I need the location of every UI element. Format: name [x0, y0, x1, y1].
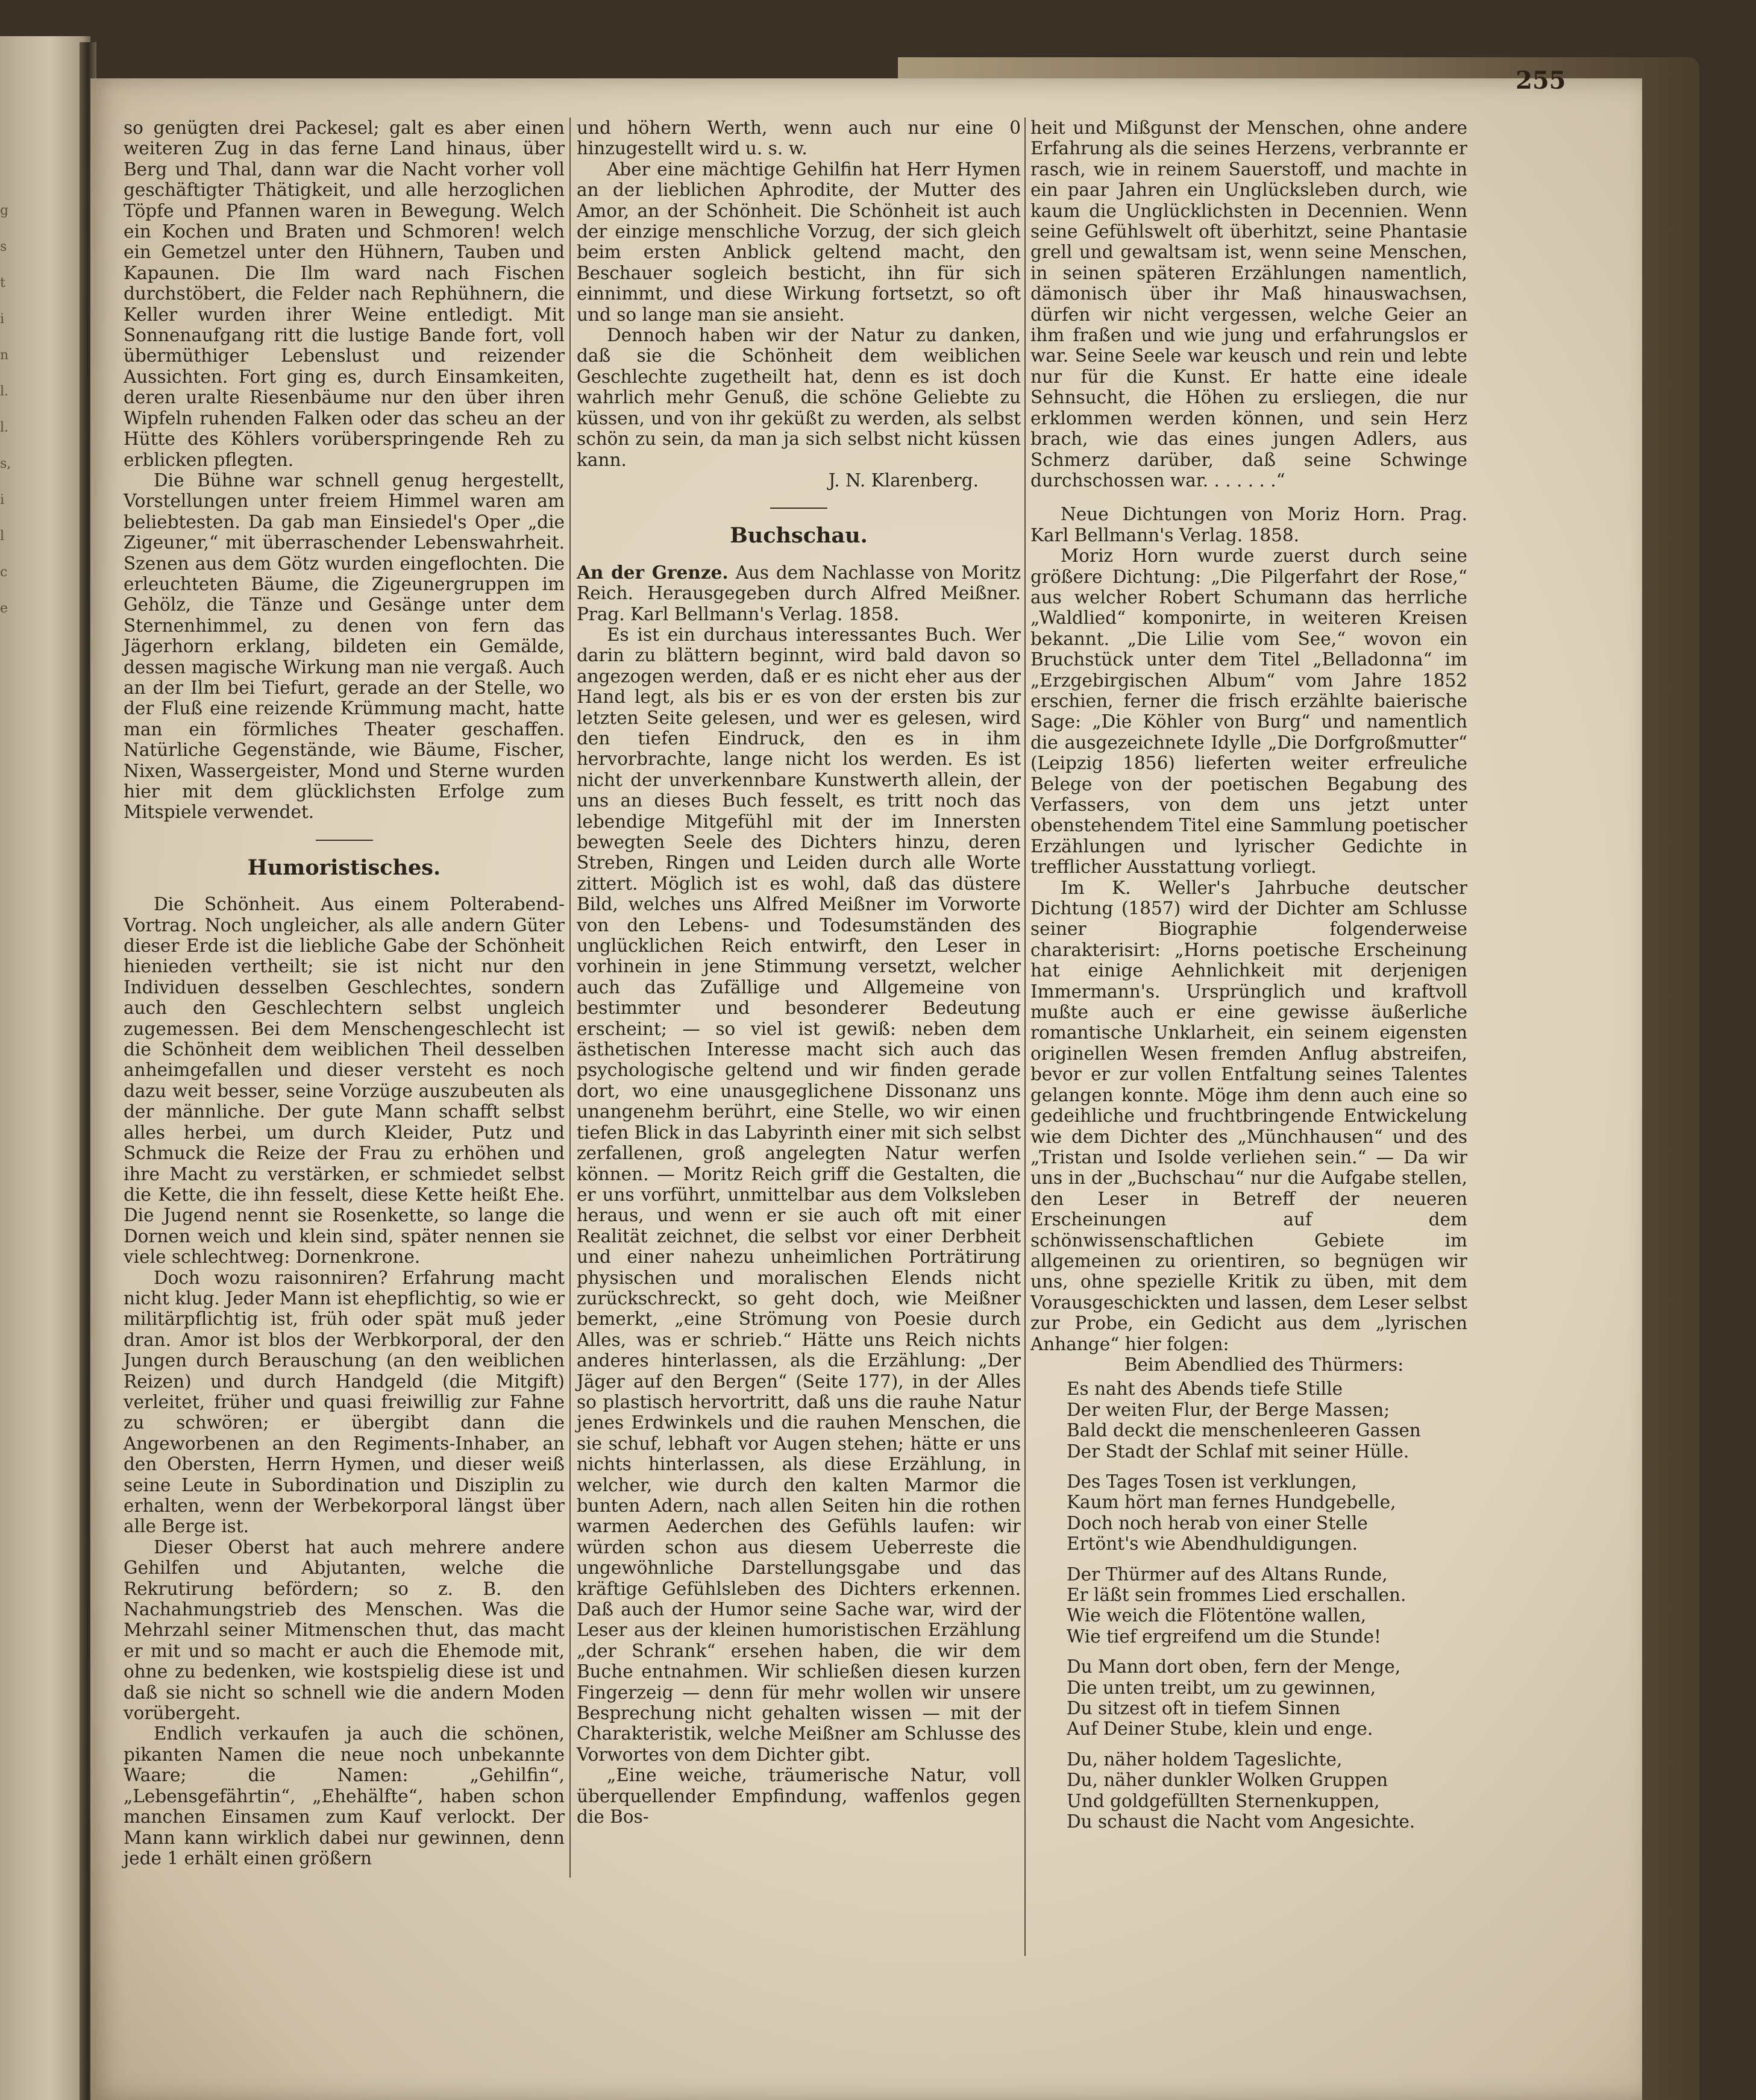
book-citation: [577, 562, 1021, 624]
book-details: Aus dem Nachlasse von Moritz Reich. Herausgegeben durch Alfred Meißner. Prag. Karl Bellmann's Verlag. 1858.: [577, 562, 1021, 624]
poem-line: Du, näher dunkler Wolken Gruppen: [1067, 1770, 1388, 1791]
paragraph: Dennoch haben wir der Natur zu danken, daß sie die Schönheit dem weiblichen Geschlechte zugetheilt hat, denn es ist doch wahrlich mehr Genuß, die schöne Geliebte zu küssen, und von ihr geküßt zu werden, als selbst schön zu sein, da man ja sich selbst nicht küssen kann.: [577, 325, 1021, 470]
paragraph: „Eine weiche, träumerische Natur, voll überquellender Empfindung, waffenlos gegen die Bos-: [577, 1765, 1021, 1828]
paragraph: Endlich verkaufen ja auch die schönen, pikanten Namen die neue noch unbekannte Waare; die Namen: „Gehilfin“, „Lebensgefährtin“, „Ehehälfte“, haben schon manchen Einsamen zum Kauf verlockt. Der Mann kann wirklich dabei nur gewinnen, denn jede 1 erhält einen größern: [124, 1723, 565, 1869]
paragraph: Doch wozu raisonniren? Erfahrung macht nicht klug. Jeder Mann ist ehepflichtig, so wie er militärpflichtig ist, früh oder spät muß jeder dran. Amor ist blos der Werbkorporal, der den Jungen durch Berauschung (an den weiblichen Reizen) und durch Handgeld (die Mitgift) verleitet, früher und quasi freiwillig zur Fahne zu schwören; er übergibt dann die Angeworbenen an den Regiments-Inhaber, an den Obersten, Herrn Hymen, und dieser weiß seine Leute in Subordination und Disziplin zu erhalten, wenn der Werbekorporal längst über alle Berge ist.: [124, 1267, 565, 1537]
paragraph: Moriz Horn wurde zuerst durch seine größere Dichtung: „Die Pilgerfahrt der Rose,“ aus welcher Robert Schumann das herrliche „Waldlied“ komponirte, in weiteren Kreisen bekannt. „Die Lilie vom See,“ wovon ein Bruchstück unter dem Titel „Belladonna“ im „Erzgebirgischen Album“ vom Jahre 1852 erschien, ferner die frisch erzählte baierische Sage: „Die Köhler von Burg“ und namentlich die ausgezeichnete Idylle „Die Dorfgroßmutter“ (Leipzig 1856) lieferten weiter erfreuliche Belege von der poetischen Begabung des Verfassers, von dem uns jetzt unter obenstehendem Titel eine Sammlung poetischer Erzählungen und lyrischer Gedichte in trefflicher Ausstattung vorliegt.: [1030, 545, 1467, 878]
poem-line: Es naht des Abends tiefe Stille: [1067, 1379, 1343, 1400]
poem-line: Doch noch herab von einer Stelle: [1067, 1512, 1368, 1533]
column-rule-1: [569, 118, 571, 1878]
poem-stanza: [1030, 1379, 1467, 1462]
paragraph: und höhern Werth, wenn auch nur eine 0 hinzugestellt wird u. s. w.: [577, 118, 1021, 159]
book-title: An der Grenze.: [577, 561, 729, 583]
poem: [1030, 1379, 1467, 1832]
poem-line: Du Mann dort oben, fern der Menge,: [1067, 1656, 1401, 1677]
section-heading-buchschau: Buchschau.: [730, 523, 868, 549]
poem-line: Der weiten Flur, der Berge Massen;: [1067, 1399, 1390, 1420]
section-separator: [770, 508, 827, 509]
paragraph: Dieser Oberst hat auch mehrere andere Gehilfen und Abjutanten, welche die Rekrutirung befördern; so z. B. den Nachahmungstrieb des Menschen. Was die Mehrzahl seiner Mitmenschen thut, das macht er mit und so macht er auch die Ehemode mit, ohne zu bedenken, wie kostspielig diese ist und daß sie nicht so schnell wie die andern Moden vorübergeht.: [124, 1536, 565, 1724]
poem-line: Ertönt's wie Abendhuldigungen.: [1067, 1533, 1358, 1555]
section-heading-humoristisches: Humoristisches.: [247, 855, 441, 880]
poem-line: Wie tief ergreifend um die Stunde!: [1067, 1626, 1381, 1647]
poem-line: Auf Deiner Stube, klein und enge.: [1067, 1718, 1373, 1740]
poem-line: Bald deckt die menschenleeren Gassen: [1067, 1420, 1421, 1441]
poem-line: Der Stadt der Schlaf mit seiner Hülle.: [1067, 1441, 1410, 1462]
poem-line: Der Thürmer auf des Altans Runde,: [1067, 1564, 1388, 1585]
column-2: [577, 118, 1021, 1828]
paragraph: Im K. Weller's Jahrbuche deutscher Dichtung (1857) wird der Dichter am Schlusse seiner Biographie folgenderweise charakterisirt: „Horns poetische Erscheinung hat einige Aehnlichkeit mit derjenigen Immermann's. Ursprünglich und kraftvoll mußte auch er eine gewisse äußerliche romantische Unklarheit, ein seinem eigensten originellen Wesen fremden Anflug abstreifen, bevor er zur vollen Entfaltung seines Talentes gelangen konnte. Möge ihm denn auch eine so gedeihliche und fruchtbringende Entwickelung wie dem Dichter des „Münchhausen“ und des „Tristan und Isolde verliehen sein.“ — Da wir uns in der „Buchschau“ nur die Aufgabe stellen, den Leser in Betreff der neueren Erscheinungen auf dem schönwissenschaftlichen Gebiete im allgemeinen zu orientiren, so begnügen wir uns, ohne spezielle Kritik zu üben, mit dem Vorausgeschickten und lassen, dem Leser selbst zur Probe, ein Gedicht aus dem „lyrischen Anhange“ hier folgen:: [1030, 877, 1467, 1354]
book-citation: Neue Dichtungen von Moriz Horn. Prag. Karl Bellmann's Verlag. 1858.: [1030, 504, 1467, 545]
author-signature: J. N. Klarenberg.: [828, 470, 979, 491]
left-page-text-fragments: g s t i n l. l. s, i l c e: [0, 203, 11, 616]
poem-line: Du, näher holdem Tageslichte,: [1067, 1749, 1343, 1770]
paragraph: heit und Mißgunst der Menschen, ohne andere Erfahrung als die seines Herzens, verbrannte er rasch, wie in reinem Sauerstoff, und machte in ein paar Jahren ein Unglücksleben durch, wie kaum die Unglücklichsten in Decennien. Wenn seine Gefühlswelt oft überhitzt, seine Phantasie grell und gewaltsam ist, wenn seine Menschen, in seinen späteren Erzählungen namentlich, dämonisch über ihr Maß hinauswachsen, dürfen wir nicht vergessen, welche Geier an ihm fraßen und wie jung und erfahrungslos er war. Seine Seele war keusch und rein und lebte nur für die Kunst. Er hatte eine ideale Sehnsucht, die Höhen zu ersliegen, die nur erklommen werden können, und sein Herz brach, wie das eines jungen Adlers, aus Schmerz darüber, daß seine Schwinge durchschossen war. . . . . . .“: [1030, 118, 1467, 491]
poem-line: Kaum hört man fernes Hundgebelle,: [1067, 1492, 1396, 1513]
poem-line: Wie weich die Flötentöne wallen,: [1067, 1605, 1367, 1626]
poem-line: Und goldgefüllten Sternenkuppen,: [1067, 1790, 1380, 1811]
column-3: [1030, 118, 1467, 1842]
paragraph: Aber eine mächtige Gehilfin hat Herr Hymen an der lieblichen Aphrodite, der Mutter des Amor, an der Schönheit. Die Schönheit ist auch der einzige menschliche Vorzug, der sich gleich beim ersten Anblick geltend macht, den Beschauer sogleich besticht, ihn für sich einnimmt, und diese Wirkung fortsetzt, so oft und so lange man sie ansieht.: [577, 159, 1021, 325]
paragraph: Es ist ein durchaus interessantes Buch. Wer darin zu blättern beginnt, wird bald davon so angezogen werden, daß er es nicht eher aus der Hand legt, als bis er es von der ersten bis zur letzten Seite gelesen, und wer es gelesen, wird den tiefen Eindruck, den es in ihm hervorbrachte, lange nicht los werden. Es ist nicht der unverkennbare Kunstwerth allein, der uns an dieses Buch fesselt, es tritt noch das lebendige Mitgefühl mit der im Innersten bewegten Seele des Dichters hinzu, deren Streben, Ringen und Leiden durch alle Worte zittert. Möglich ist es wohl, daß das düstere Bild, welches uns Alfred Meißner im Vorworte von den Lebens- und Todesumständen des unglücklichen Reich entwirft, den Leser in vorhinein in jene Stimmung versetzt, welcher auch das Zufällige und Allgemeine von bestimmter und besonderer Bedeutung erscheint; — so viel ist gewiß: neben dem ästhetischen Interesse macht sich auch das psychologische geltend und wir finden gerade dort, wo eine unausgeglichene Dissonanz uns unangenehm berührt, eine Stelle, wo wir einen tiefen Blick in das Labyrinth einer mit sich selbst zerfallenen, groß angelegten Natur werfen können. — Moritz Reich griff die Gestalten, die er uns vorführt, unmittelbar aus dem Volksleben heraus, und wenn er sie auch oft mit einer Realität zeichnet, die selbst vor einer Derbheit und einer nahezu unheimlichen Porträtirung physischen und moralischen Elends nicht zurückschreckt, so geht doch, wie Meißner bemerkt, „eine Strömung von Poesie durch Alles, was er schrieb.“ Hätte uns Reich nichts anderes hinterlassen, als die Erzählung: „Der Jäger auf den Bergen“ (Seite 177), in der Alles so plastisch hervortritt, daß uns die rauhe Natur jenes Erdwinkels und die rauhen Menschen, die sie schuf, lebhaft vor Augen stehen; hätte er uns nichts hinterlassen, als diese Erzählung, in welcher, wie durch den kalten Marmor die bunten Adern, nach allen Seiten hin die rothen warmen Aederchen des Gefühls laufen: wir würden schon aus diesem Ueberreste die ungewöhnliche Darstellungsgabe und das kräftige Gefühlsleben des Dichters erkennen. Daß auch der Humor seine Sache war, wird der Leser aus der kleinen humoristischen Erzählung „der Schrank“ ersehen haben, die wir dem Buche entnahmen. Wir schließen diesen kurzen Fingerzeig — denn für mehr wollen wir unsere Besprechung nicht gehalten wissen — mit der Charakteristik, welche Meißner am Schlusse des Vorwortes von dem Dichter gibt.: [577, 624, 1021, 1765]
left-page-edge: [0, 36, 90, 2100]
poem-line: Des Tages Tosen ist verklungen,: [1067, 1471, 1357, 1492]
column-1: [124, 118, 565, 1869]
poem-stanza: [1030, 1749, 1467, 1832]
poem-line: Du schaust die Nacht vom Angesichte.: [1067, 1811, 1416, 1832]
poem-stanza: [1030, 1564, 1467, 1647]
poem-line: Er läßt sein frommes Lied erschallen.: [1067, 1585, 1406, 1606]
poem-line: Du sitzest oft in tiefem Sinnen: [1067, 1698, 1341, 1719]
poem-stanza: [1030, 1656, 1467, 1740]
poem-line: Die unten treibt, um zu gewinnen,: [1067, 1677, 1376, 1698]
paragraph: so genügten drei Packesel; galt es aber einen weiteren Zug in das ferne Land hinaus, über Berg und Thal, dann war die Nacht vorher voll geschäftigter Thätigkeit, und alle herzoglichen Töpfe und Pfannen waren in Bewegung. Welch ein Kochen und Braten und Schmoren! welch ein Gemetzel unter den Hühnern, Tauben und Kapaunen. Die Ilm ward nach Fischen durchstöbert, die Felder nach Rephühnern, die Keller wurden ihrer Weine entledigt. Mit Sonnenaufgang ritt die lustige Bande fort, voll übermüthiger Lebenslust und reizender Aussichten. Fort ging es, durch Einsamkeiten, deren uralte Riesenbäume nur den über ihren Wipfeln ruhenden Falken oder das scheu an der Hütte des Köhlers vorüberspringende Reh zu erblicken pflegten.: [124, 118, 565, 470]
section-separator: [316, 840, 373, 841]
column-rule-2: [1024, 118, 1026, 1956]
paragraph: Die Schönheit. Aus einem Polterabend-Vortrag. Noch ungleicher, als alle andern Güter dieser Erde ist die liebliche Gabe der Schönheit hienieden vertheilt; sie ist nicht nur den Individuen desselben Geschlechtes, sondern auch den Geschlechtern selbst ungleich zugemessen. Bei dem Menschengeschlecht ist die Schönheit dem weiblichen Theil desselben anheimgefallen und dieser versteht es noch dazu weit besser, seine Vorzüge auszubeuten als der männliche. Der gute Mann schafft selbst alles herbei, um durch Kleider, Putz und Schmuck die Reize der Frau zu erhöhen und ihre Macht zu verstärken, er schmiedet selbst die Kette, die ihn fesselt, diese Kette heißt Ehe. Die Jugend nennt sie Rosenkette, so lange die Dornen weich und klein sind, später nennen sie viele schlechtweg: Dornenkrone.: [124, 894, 565, 1268]
page-number: 255: [1516, 66, 1566, 95]
paragraph: Die Bühne war schnell genug hergestellt, Vorstellungen unter freiem Himmel waren am beliebtesten. Da gab man Einsiedel's Oper „die Zigeuner,“ mit überraschender Lebenswahrheit. Szenen aus dem Götz wurden eingeflochten. Die erleuchteten Bäume, die Zigeunergruppen im Gehölz, die Tänze und Gesänge unter dem Sternenhimmel, zu denen von fern das Jägerhorn erklang, bildeten ein Gemälde, dessen magische Wirkung man nie vergaß. Auch an der Ilm bei Tiefurt, gerade an der Stelle, wo der Fluß eine reizende Krümmung macht, hatte man ein förmliches Theater geschaffen. Natürliche Gegenstände, wie Bäume, Fischer, Nixen, Wassergeister, Mond und Sterne wurden hier mit dem glücklichsten Erfolge zum Mitspiele verwendet.: [124, 470, 565, 823]
poem-stanza: [1030, 1471, 1467, 1555]
poem-title: Beim Abendlied des Thürmers:: [1124, 1354, 1404, 1375]
